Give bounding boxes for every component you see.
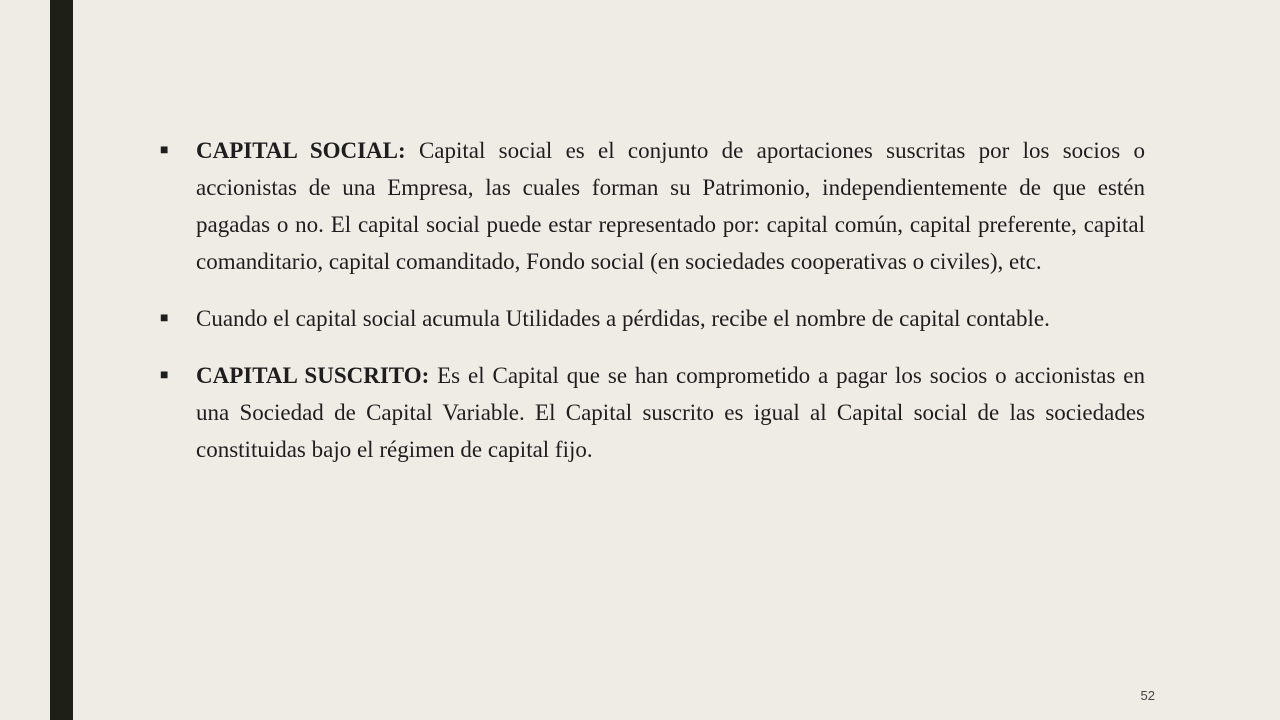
list-item-capital-suscrito	[160, 357, 1145, 468]
definition-capital-suscrito: Es el Capital que se han comprometido a pagar los socios o accionistas en una Sociedad de Capital Variable. El Capital suscrito es igual al Capital social de las sociedades constituidas bajo el régimen de capital fijo.	[196, 363, 1145, 462]
page-number: 52	[1140, 688, 1155, 703]
definition-capital-contable: Cuando el capital social acumula Utilidades a pérdidas, recibe el nombre de capital contable.	[196, 306, 1050, 331]
decorative-side-bar	[50, 0, 73, 720]
definition-capital-social: Capital social es el conjunto de aportaciones suscritas por los socios o accionistas de una Empresa, las cuales forman su Patrimonio, independientemente de que estén pagadas o no. El capital social puede estar representado por: capital común, capital preferente, capital comanditario, capital comanditado, Fondo social (en sociedades cooperativas o civiles), etc.	[196, 138, 1145, 274]
list-item-capital-contable	[160, 300, 1145, 337]
square-bullet-icon: ■	[160, 311, 169, 326]
term-capital-suscrito: CAPITAL SUSCRITO:	[196, 363, 430, 388]
square-bullet-icon: ■	[160, 143, 169, 158]
square-bullet-icon: ■	[160, 368, 169, 383]
slide-content	[160, 132, 1145, 488]
paragraph-capital-suscrito	[196, 357, 1145, 468]
paragraph-capital-social	[196, 132, 1145, 280]
list-item-capital-social	[160, 132, 1145, 280]
term-capital-social: CAPITAL SOCIAL:	[196, 138, 406, 163]
paragraph-capital-contable	[196, 300, 1145, 337]
